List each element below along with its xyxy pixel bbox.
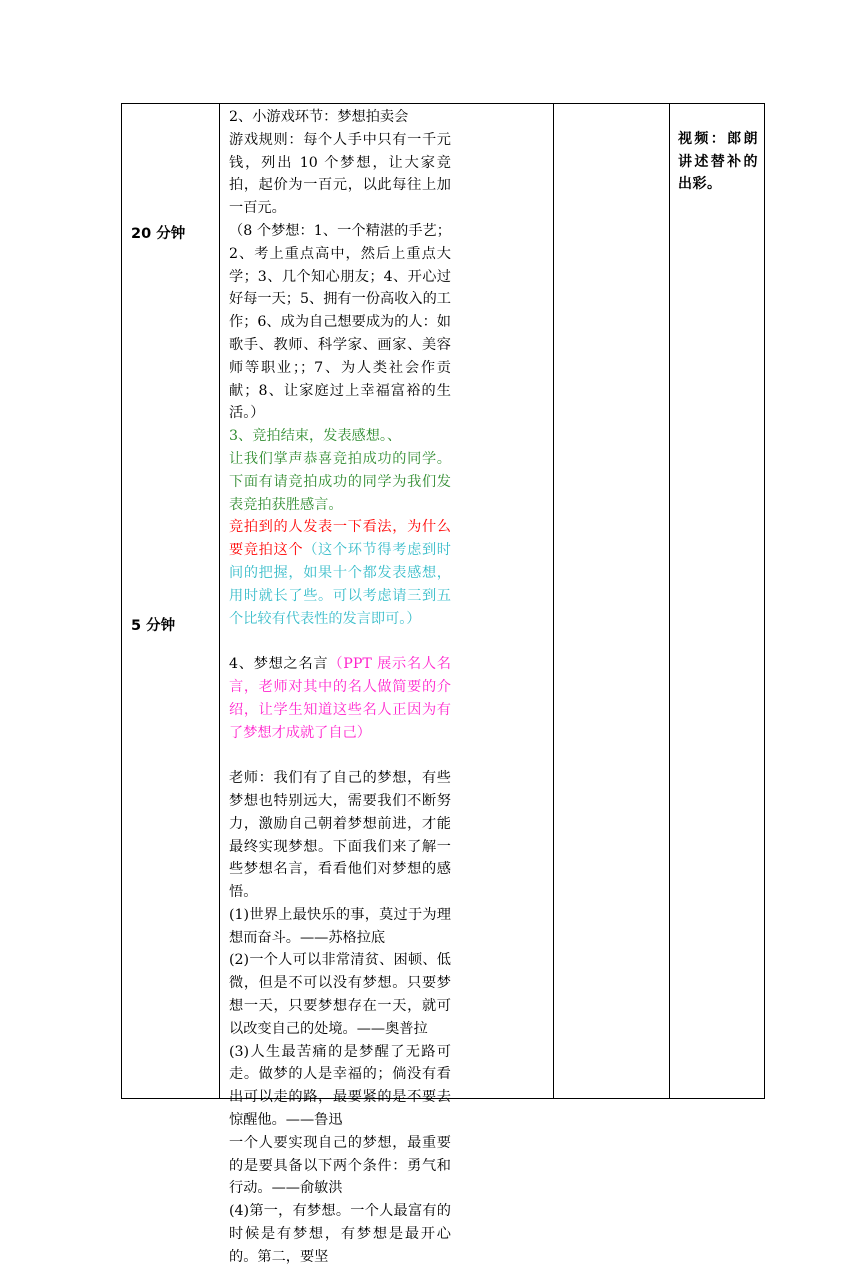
lesson-plan-table xyxy=(121,103,765,1265)
quote-yuminhong: 一个人要实现自己的梦想，最重要的是要具备以下两个条件：勇气和行动。——俞敏洪 xyxy=(229,1134,451,1197)
spacer xyxy=(229,744,451,767)
quote-luxun: (3)人生最苦痛的是梦醒了无路可走。做梦的人是幸福的；倘没有看出可以走的路，最要紧的是不要去惊醒他。——鲁迅 xyxy=(229,1043,451,1129)
quote-4: (4)第一，有梦想。一个人最富有的时候是有梦想，有梦想是最开心的。第二，要坚 xyxy=(229,1203,451,1265)
congrats-text: 让我们掌声恭喜竞拍成功的同学。下面有请竞拍成功的同学为我们发表竞拍获胜感言。 xyxy=(229,450,451,513)
quote-socrates: (1)世界上最快乐的事，莫过于为理想而奋斗。——苏格拉底 xyxy=(229,906,451,946)
game-rules: 游戏规则：每个人手中只有一千元钱，列出 10 个梦想，让大家竞拍，起价为一百元，以此每往上加一百元。 xyxy=(229,131,451,217)
column-divider xyxy=(669,104,670,1098)
time-cell-5min: 5 分钟 xyxy=(131,618,176,634)
quotes-paragraph xyxy=(229,653,451,744)
activity-content xyxy=(229,106,451,1269)
timing-note: （这个环节得考虑到时间的把握，如果十个都发表感想，用时就长了些。可以考虑请三到五个比较有代表性的发言即可。） xyxy=(229,542,451,627)
dream-list: （8 个梦想：1、一个精湛的手艺；2、考上重点高中，然后上重点大学；3、几个知心朋友；4、开心过好每一天；5、拥有一份高收入的工作；6、成为自己想要成为的人：如歌手、教师、科学家、画家、美容师等职业；；7、为人类社会作贡献；8、让家庭过上幸福富裕的生活。） xyxy=(229,222,451,422)
teacher-intro: 老师：我们有了自己的梦想，有些梦想也特别远大，需要我们不断努力，激励自己朝着梦想前进，才能最终实现梦想。下面我们来了解一些梦想名言，看看他们对梦想的感悟。 xyxy=(229,770,451,901)
time-cell-20min: 20 分钟 xyxy=(131,226,186,242)
column-divider xyxy=(553,104,554,1098)
discussion-paragraph xyxy=(229,516,451,630)
column-divider xyxy=(219,104,220,1098)
spacer xyxy=(229,630,451,653)
game-heading: 2、小游戏环节：梦想拍卖会 xyxy=(229,109,409,125)
video-note: 视频：郎朗讲述替补的出彩。 xyxy=(678,131,758,192)
quotes-note: （PPT 展示名人名言，老师对其中的名人做简要的介绍，让学生知道这些名人正因为有了梦想才成就了自己） xyxy=(229,656,451,741)
red-instruction: 竞拍到的人发表一下看法，为什么要竞拍这个 xyxy=(229,519,451,559)
quote-oprah: (2)一个人可以非常清贫、困顿、低微，但是不可以没有梦想。只要梦想一天，只要梦想存在一天，就可以改变自己的处境。——奥普拉 xyxy=(229,952,451,1037)
auction-end-heading: 3、竞拍结束，发表感想。、 xyxy=(229,428,402,445)
quotes-heading: 4、梦想之名言 xyxy=(229,656,329,673)
